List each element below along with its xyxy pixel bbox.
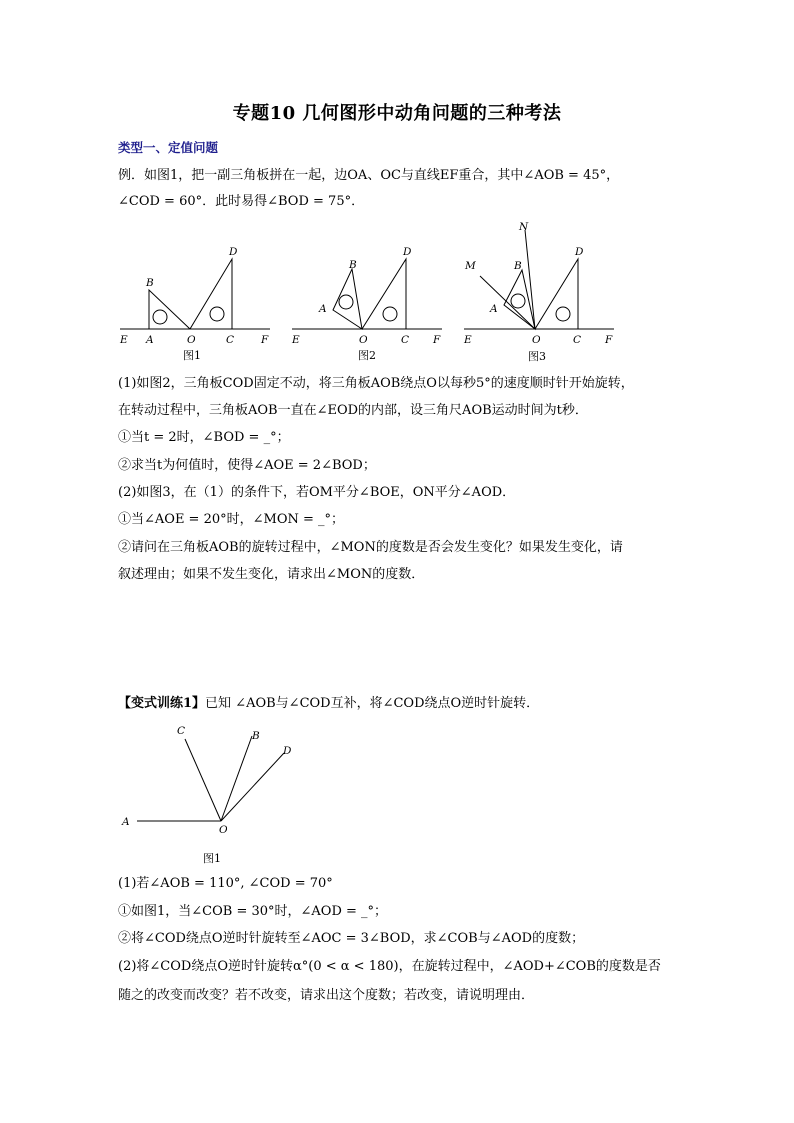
fig2-label-o: O [359, 334, 368, 346]
fig1-label-a: A [146, 334, 154, 346]
question-line-6: ①当∠AOE = 20°时，∠MON = _°； [118, 512, 345, 527]
variant-line-4: (2)将∠COD绕点O逆时针旋转α°(0 < α < 180)，在旋转过程中，∠AOD+∠COB的度数是否 [118, 959, 661, 974]
fig1-label-c: C [226, 334, 235, 346]
fig3-label-m: M [465, 260, 476, 272]
variant-label: 【变式训练1】 [118, 696, 206, 711]
fig3-label-n: N [519, 221, 529, 233]
fig3-label-b: B [514, 260, 522, 272]
variant-label-a: A [122, 816, 130, 828]
fig1-label-o: O [187, 334, 196, 346]
variant-line-3: ②将∠COD绕点O逆时针旋转至∠AOC = 3∠BOD，求∠COB与∠AOD的度数； [118, 931, 585, 946]
question-line-7: ②请问在三角板AOB的旋转过程中，∠MON的度数是否会发生变化？如果发生变化，请 [118, 540, 623, 555]
question-line-5: (2)如图3，在（1）的条件下，若OM平分∠BOE，ON平分∠AOD． [118, 485, 516, 500]
variant-figure-caption: 图1 [203, 852, 221, 865]
fig3-label-a: A [490, 303, 498, 315]
variant-text: 已知 ∠AOB与∠COD互补，将∠COD绕点O逆时针旋转． [205, 696, 540, 711]
variant-label-d: D [283, 745, 292, 757]
question-line-8: 叙述理由；如果不发生变化，请求出∠MON的度数． [118, 567, 425, 582]
fig3-label-c: C [573, 334, 582, 346]
variant-line-1: (1)若∠AOB = 110°, ∠COD = 70° [118, 876, 333, 891]
fig2-label-a: A [319, 303, 327, 315]
fig2-label-b: B [349, 259, 357, 271]
fig2-caption: 图2 [358, 349, 376, 362]
question-line-1: (1)如图2，三角板COD固定不动，将三角板AOB绕点O以每秒5°的速度顺时针开始旋转， [118, 376, 634, 391]
variant-line-2: ①如图1，当∠COB = 30°时，∠AOD = _°； [118, 904, 388, 919]
variant-label-c: C [177, 725, 186, 737]
fig1-label-f: F [261, 334, 269, 346]
question-line-3: ①当t = 2时，∠BOD = _°； [118, 430, 290, 445]
example-line-2: ∠COD = 60°．此时易得∠BOD = 75°． [118, 194, 365, 209]
fig3-label-e: E [464, 334, 472, 346]
variant-line-5: 随之的改变而改变？若不改变，请求出这个度数；若改变，请说明理由． [118, 988, 535, 1003]
fig3-label-f: F [605, 334, 613, 346]
variant-figure [115, 720, 305, 874]
fig1-label-b: B [146, 277, 154, 289]
fig2-label-f: F [433, 334, 441, 346]
variant-label-b: B [252, 730, 260, 742]
question-line-4: ②求当t为何值时，使得∠AOE = 2∠BOD； [118, 458, 376, 473]
variant-heading [118, 694, 539, 714]
figure-2 [287, 240, 447, 369]
figure-3 [459, 215, 619, 369]
fig2-label-d: D [403, 246, 412, 258]
fig3-label-o: O [532, 334, 541, 346]
page-title: 专题10 几何图形中动角问题的三种考法 [232, 103, 562, 124]
fig2-label-c: C [401, 334, 410, 346]
section-heading: 类型一、定值问题 [118, 140, 219, 155]
fig1-label-d: D [229, 246, 238, 258]
variant-label-o: O [219, 824, 228, 836]
fig2-label-e: E [292, 334, 300, 346]
fig3-label-d: D [575, 246, 584, 258]
fig1-caption: 图1 [183, 349, 201, 362]
fig1-label-e: E [120, 334, 128, 346]
figure-1 [115, 240, 275, 369]
example-line-1: 例．如图1，把一副三角板拼在一起，边OA、OC与直线EF重合，其中∠AOB = 45°， [118, 168, 620, 183]
fig3-caption: 图3 [528, 350, 546, 363]
question-line-2: 在转动过程中，三角板AOB一直在∠EOD的内部，设三角尺AOB运动时间为t秒． [118, 403, 588, 418]
